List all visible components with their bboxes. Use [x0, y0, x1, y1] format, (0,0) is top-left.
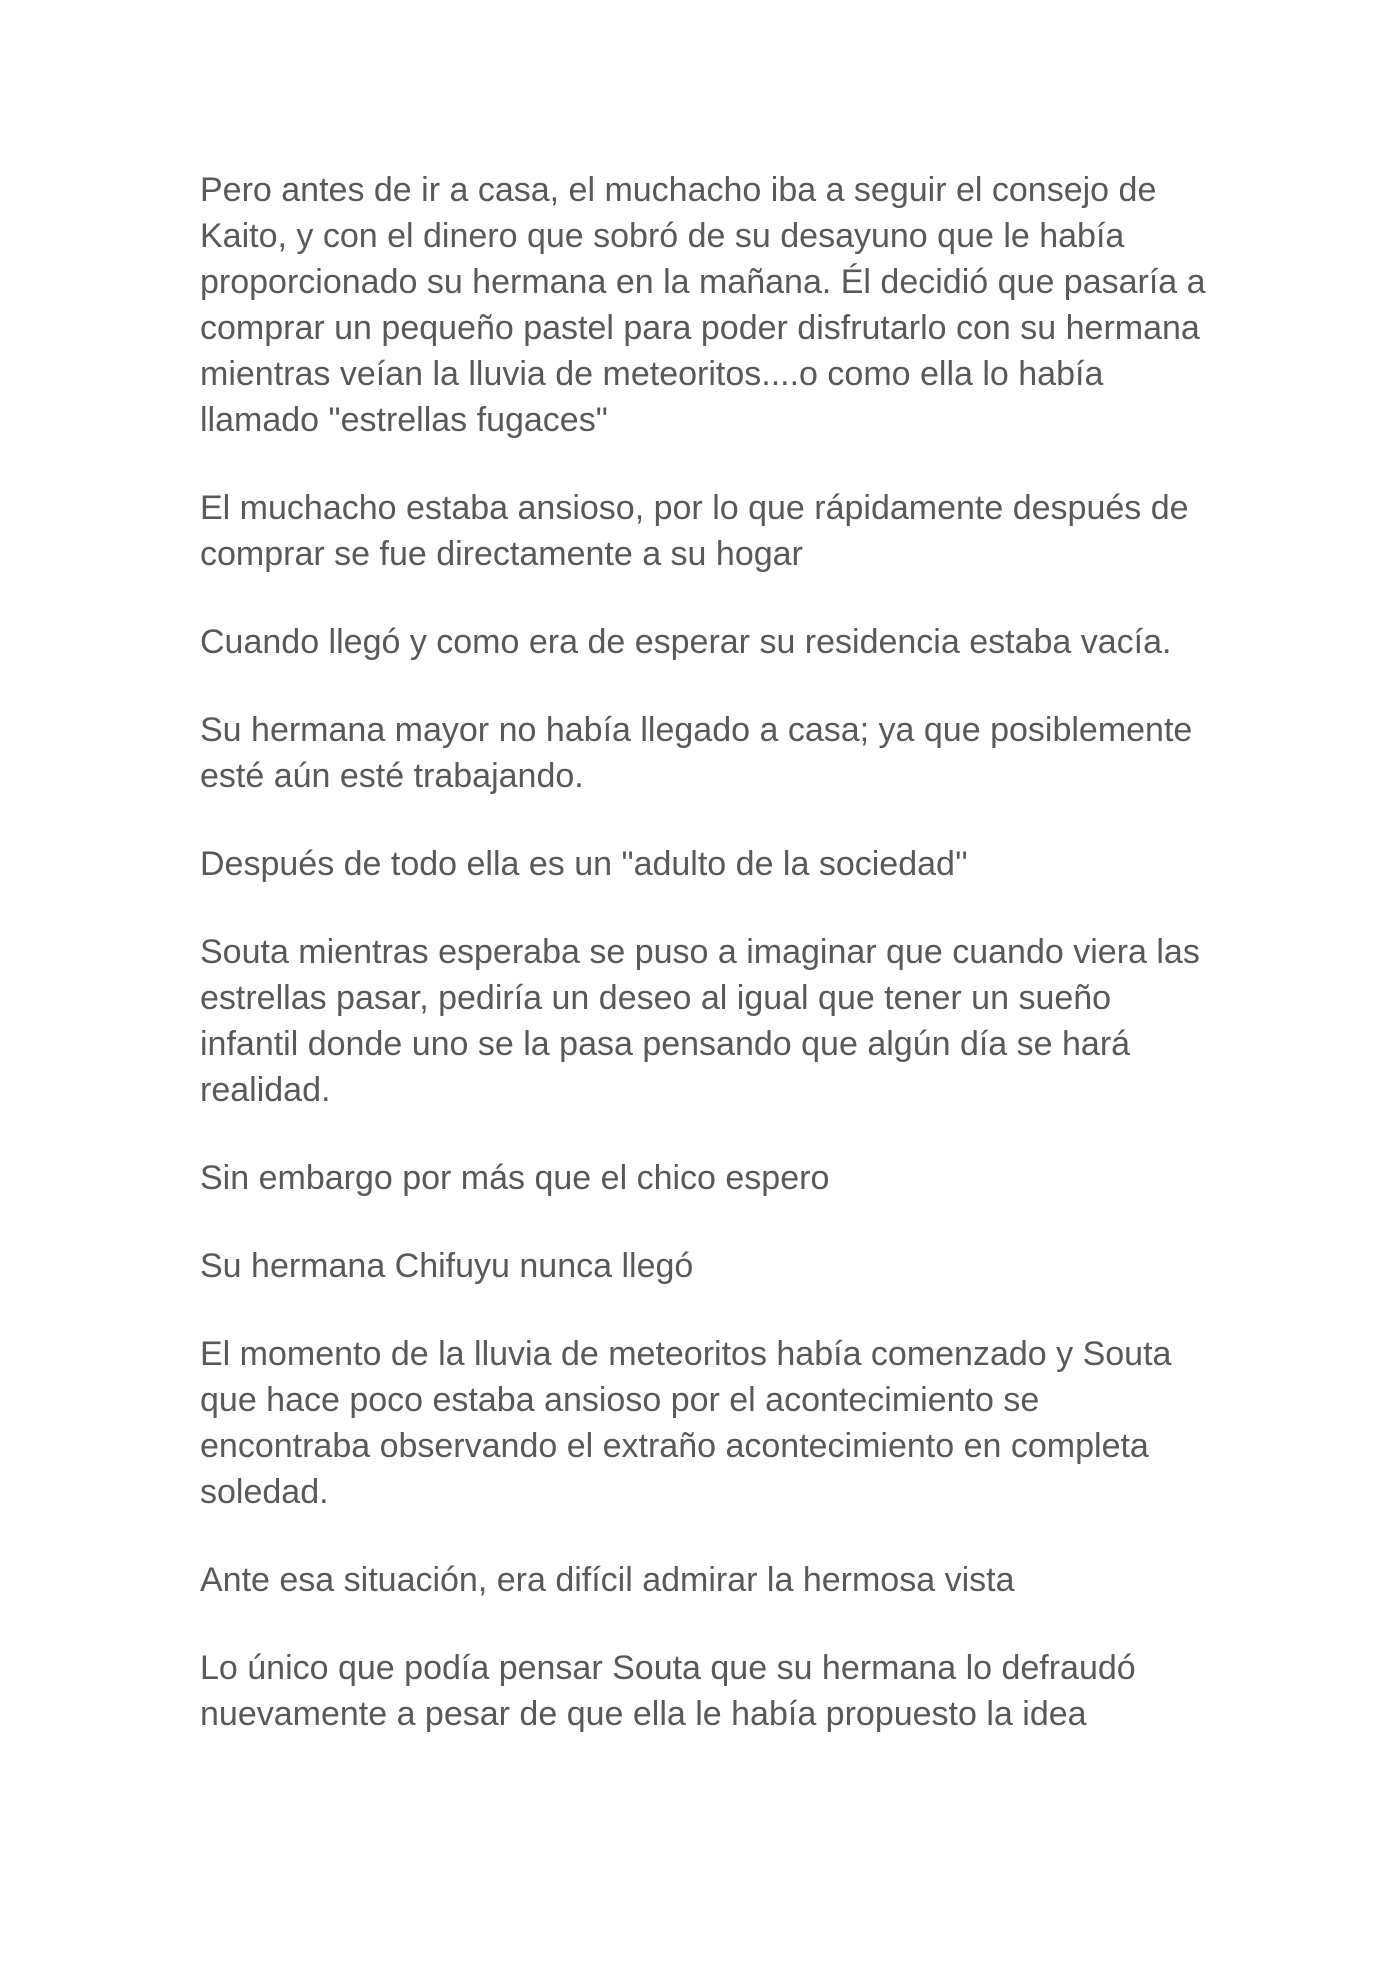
paragraph: Después de todo ella es un "adulto de la sociedad'' [200, 845, 968, 883]
paragraph: Cuando llegó y como era de esperar su residencia estaba vacía. [200, 623, 1172, 661]
paragraph: Sin embargo por más que el chico espero [200, 1159, 830, 1197]
paragraph: El momento de la lluvia de meteoritos había comenzado y Souta que hace poco estaba ansioso por el acontecimiento se encontraba observando el extraño acontecimiento en completa soledad. [200, 1335, 1172, 1511]
paragraph: Su hermana mayor no había llegado a casa; ya que posiblemente esté aún esté trabajando. [200, 711, 1193, 795]
paragraph: Souta mientras esperaba se puso a imaginar que cuando viera las estrellas pasar, pediría un deseo al igual que tener un sueño infantil donde uno se la pasa pensando que algún día se hará realidad. [200, 933, 1200, 1109]
paragraph: Lo único que podía pensar Souta que su hermana lo defraudó nuevamente a pesar de que ella le había propuesto la idea [200, 1649, 1136, 1733]
paragraph: Su hermana Chifuyu nunca llegó [200, 1247, 694, 1285]
document-body [200, 167, 1210, 1779]
paragraph: Ante esa situación, era difícil admirar la hermosa vista [200, 1561, 1015, 1599]
paragraph: Pero antes de ir a casa, el muchacho iba a seguir el consejo de Kaito, y con el dinero que sobró de su desayuno que le había proporcionado su hermana en la mañana. Él decidió que pasaría a comprar un pequeño pastel para poder disfrutarlo con su hermana mientras veían la lluvia de meteoritos....o como ella lo había llamado "estrellas fugaces" [200, 171, 1206, 439]
paragraph: El muchacho estaba ansioso, por lo que rápidamente después de comprar se fue directamente a su hogar [200, 489, 1189, 573]
